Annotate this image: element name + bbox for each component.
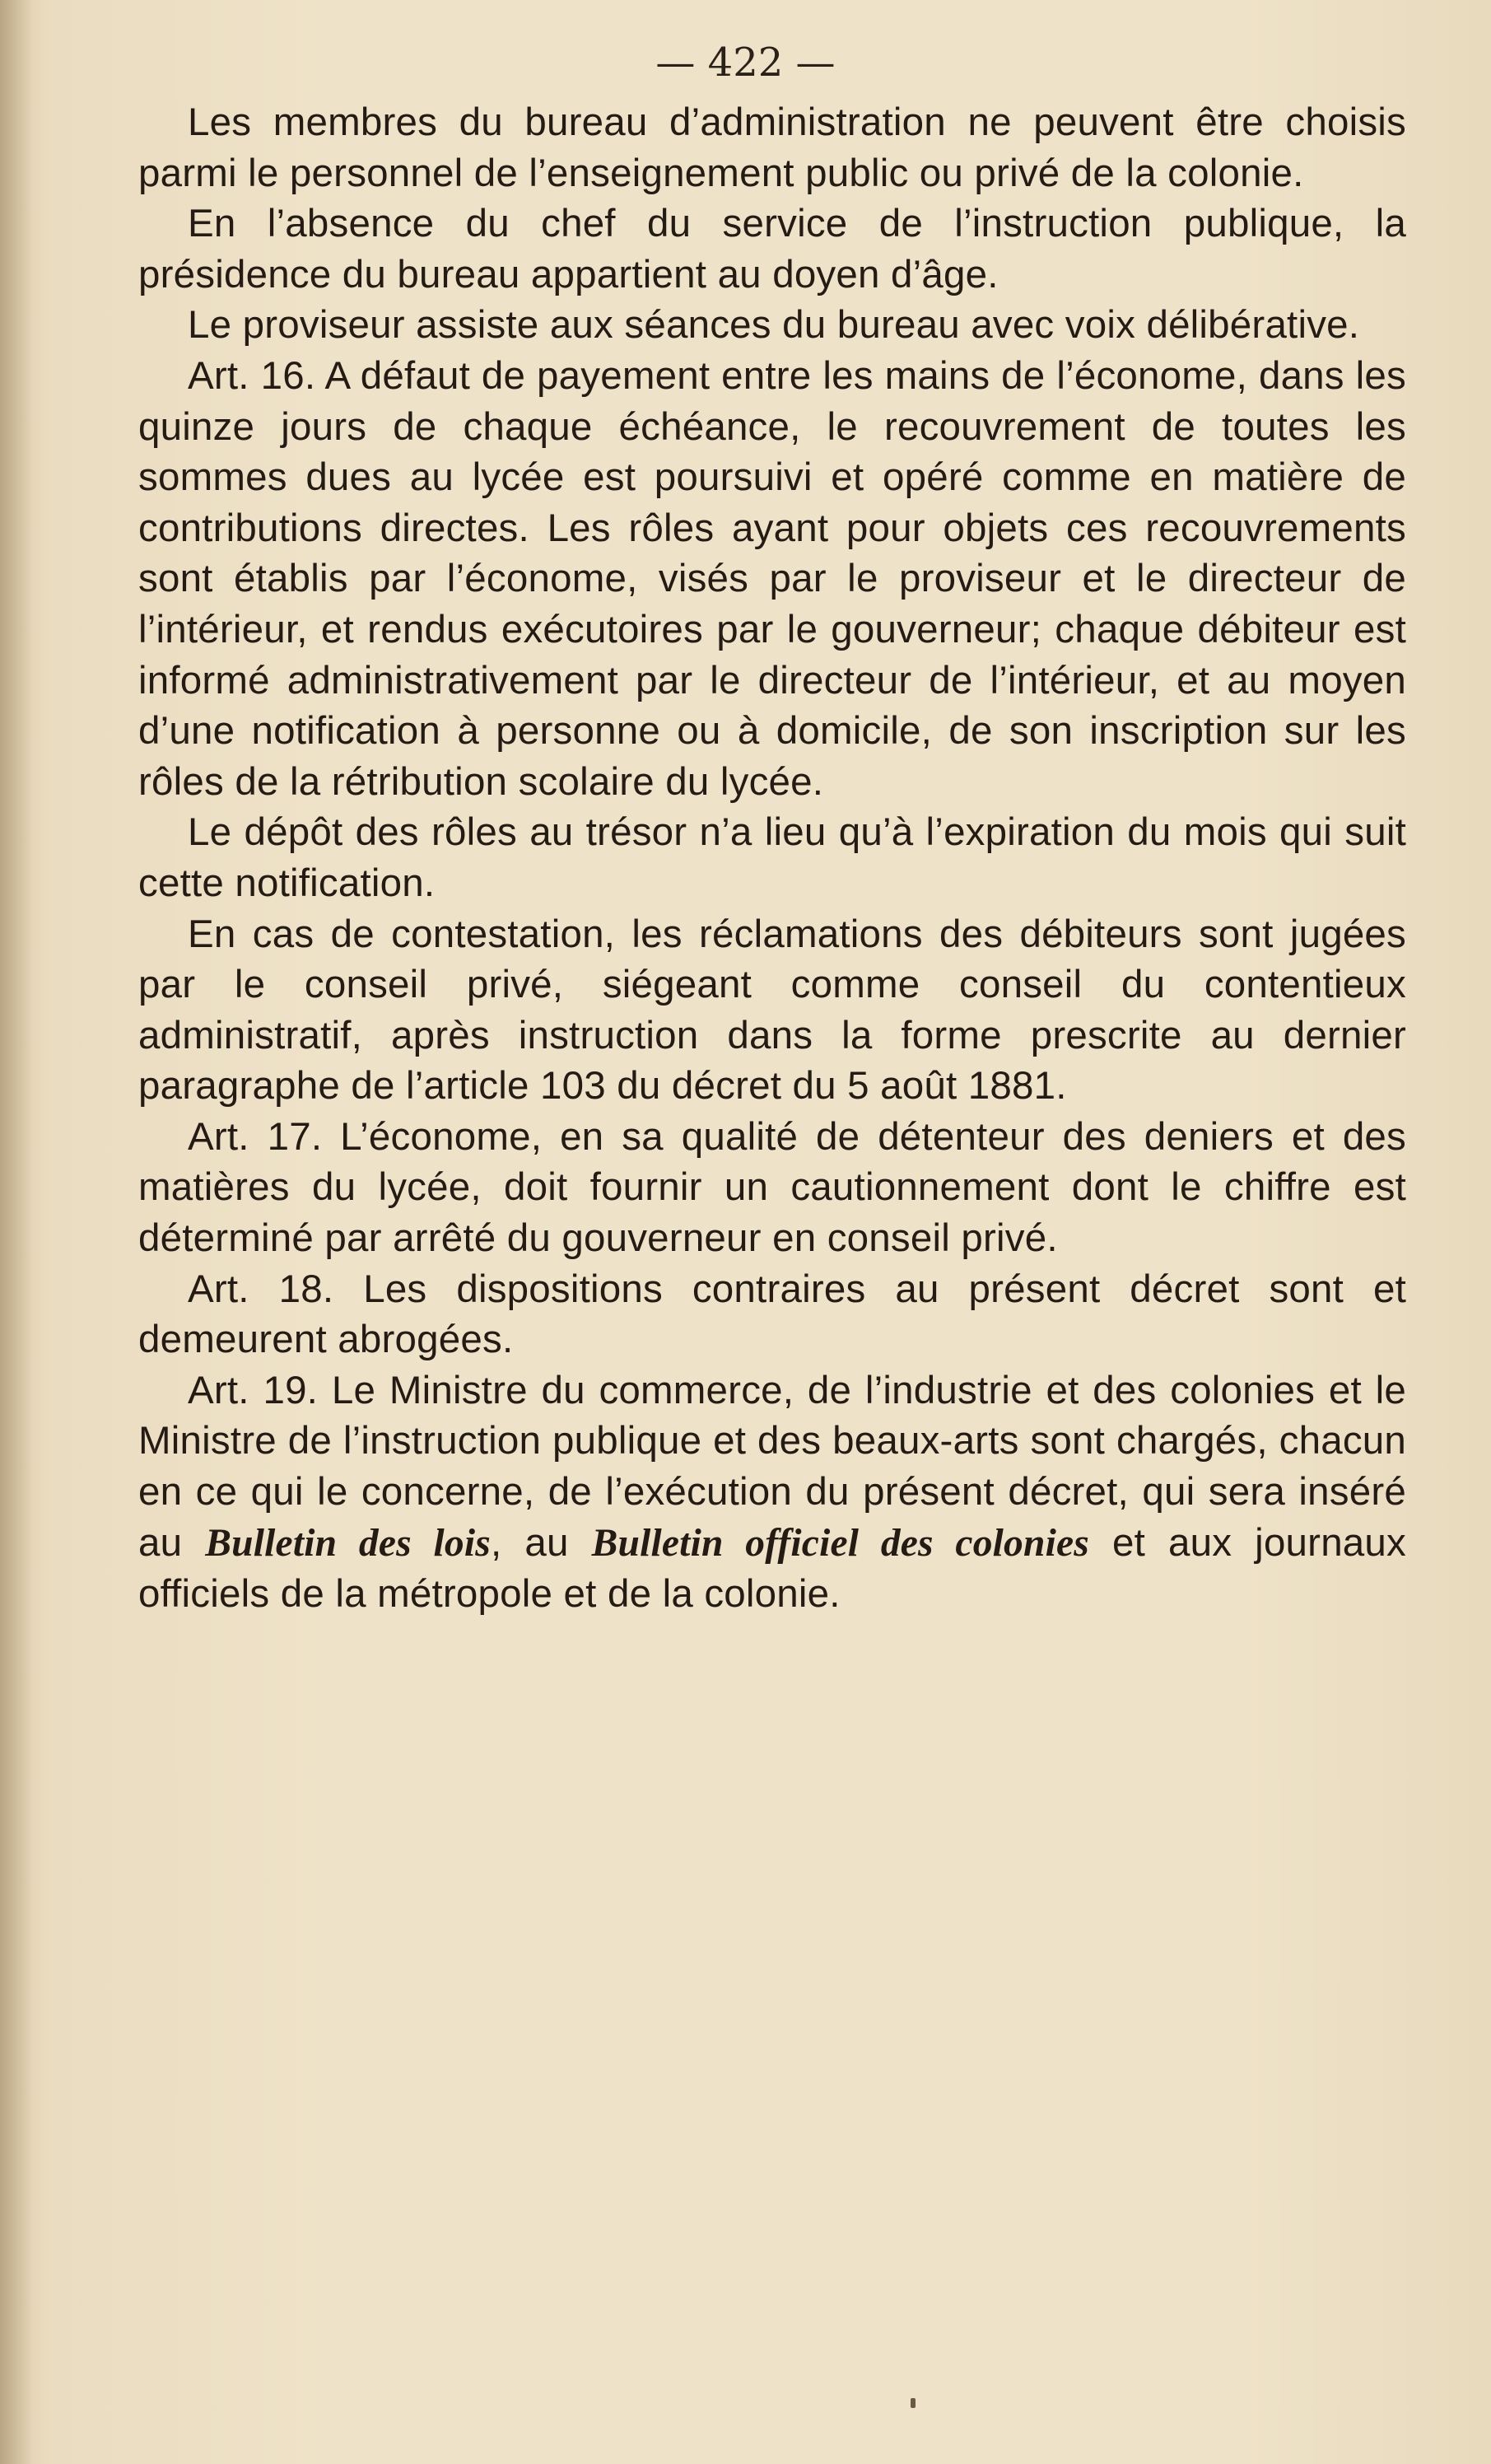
- paragraph-article-19: [138, 1365, 1406, 1620]
- paragraph-article-18: Art. 18. Les dispositions contraires au présent décret sont et demeurent abrogées.: [138, 1267, 1406, 1362]
- paragraph-roles-deposit: Le dépôt des rôles au trésor n’a lieu qu’à l’expiration du mois qui suit cette notification.: [138, 810, 1406, 905]
- page-number: — 422 —: [655, 40, 836, 86]
- bulletin-des-lois-title: Bulletin des lois: [205, 1521, 491, 1565]
- ink-speck: [911, 2398, 916, 2408]
- paragraph-bureau-members: Les membres du bureau d’administration ne peuvent être choisis parmi le personnel de l’enseignement public ou privé de la colonie.: [138, 100, 1406, 195]
- paragraph-article-17: Art. 17. L’économe, en sa qualité de détenteur des deniers et des matières du lycée, doit fournir un cautionnement dont le chiffre est déterminé par arrêté du gouverneur en conseil privé.: [138, 1114, 1406, 1261]
- article-19-text-3: et aux journaux officiels de la métropole et de la colonie.: [138, 1520, 1406, 1617]
- body-text: [138, 97, 1406, 1620]
- paragraph-contestation: En cas de contestation, les réclamations des débiteurs sont jugées par le conseil privé, siégeant comme conseil du contentieux administratif, après instruction dans la forme prescrite au dernier paragraphe de l’article 103 du décret du 5 août 1881.: [138, 912, 1406, 1108]
- article-19-text-2: , au: [490, 1520, 592, 1565]
- bulletin-officiel-title: Bulletin officiel des colonies: [591, 1521, 1089, 1565]
- paragraph-proviseur-vote: Le proviseur assiste aux séances du bureau avec voix délibérative.: [188, 303, 1360, 348]
- paragraph-article-16: Art. 16. A défaut de payement entre les mains de l’économe, dans les quinze jours de chaque échéance, le recouvrement de toutes les sommes dues au lycée est poursuivi et opéré comme en matière de contributions directes. Les rôles ayant pour objets ces recouvrements sont établis par l’économe, visés par le proviseur et le directeur de l’intérieur, et rendus exécutoires par le gouverneur; chaque débiteur est informé administrativement par le directeur de l’intérieur, et au moyen d’une notification à personne ou à domicile, de son inscription sur les rôles de la rétribution scolaire du lycée.: [138, 353, 1406, 804]
- paragraph-bureau-presidency: En l’absence du chef du service de l’instruction publique, la présidence du bureau appartient au doyen d’âge.: [138, 202, 1406, 296]
- article-19-text-1: Art. 19. Le Ministre du commerce, de l’industrie et des colonies et le Ministre de l’instruction publique et des beaux-arts sont chargés, chacun en ce qui le concerne, de l’exécution du présent décret, qui sera inséré au: [138, 1368, 1406, 1565]
- binding-shadow: [0, 0, 33, 2464]
